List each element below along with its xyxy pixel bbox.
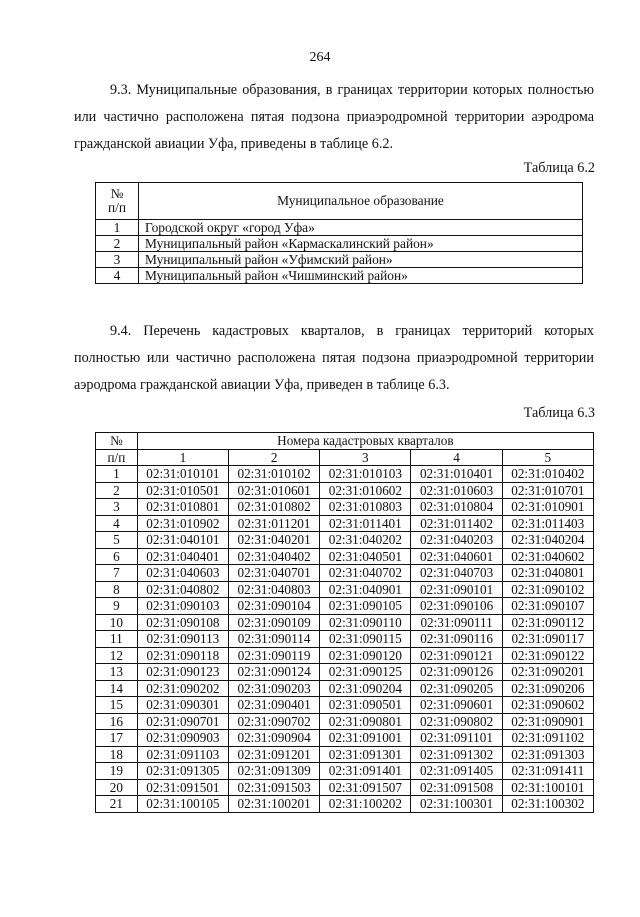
cadastral-code: 02:31:090119 <box>229 647 320 664</box>
cadastral-code: 02:31:090111 <box>411 614 502 631</box>
cadastral-code: 02:31:090501 <box>320 697 411 714</box>
table-row <box>96 664 594 681</box>
municipality-name: Городской округ «город Уфа» <box>139 220 583 236</box>
row-number: 20 <box>96 779 138 796</box>
table-header-row <box>96 183 583 220</box>
cadastral-code: 02:31:090206 <box>502 680 593 697</box>
cadastral-code: 02:31:090904 <box>229 730 320 747</box>
cadastral-code: 02:31:040601 <box>411 548 502 565</box>
paragraph-line: 9.3. Муниципальные образования, в границах территории которых полностью <box>110 82 594 98</box>
header-num: № <box>96 433 138 450</box>
cadastral-code: 02:31:090202 <box>137 680 228 697</box>
column-number: 1 <box>137 449 228 466</box>
cadastral-code: 02:31:091301 <box>320 746 411 763</box>
table-row <box>96 779 594 796</box>
cadastral-code: 02:31:090103 <box>137 598 228 615</box>
cadastral-code: 02:31:040501 <box>320 548 411 565</box>
cadastral-code: 02:31:090104 <box>229 598 320 615</box>
table-row <box>96 796 594 813</box>
table-6-2-caption: Таблица 6.2 <box>523 160 595 176</box>
cadastral-code: 02:31:090102 <box>502 581 593 598</box>
cadastral-code: 02:31:091503 <box>229 779 320 796</box>
cadastral-code: 02:31:091001 <box>320 730 411 747</box>
column-number: 2 <box>229 449 320 466</box>
row-number: 5 <box>96 532 138 549</box>
cadastral-code: 02:31:100101 <box>502 779 593 796</box>
cadastral-code: 02:31:011401 <box>320 515 411 532</box>
cadastral-code: 02:31:100202 <box>320 796 411 813</box>
cadastral-code: 02:31:040101 <box>137 532 228 549</box>
table-row <box>96 236 583 252</box>
paragraph-line: полностью или частично расположена пятая подзона приаэродромной территории <box>74 350 594 366</box>
cadastral-code: 02:31:040603 <box>137 565 228 582</box>
table-row <box>96 482 594 499</box>
cadastral-code: 02:31:090113 <box>137 631 228 648</box>
cadastral-code: 02:31:090105 <box>320 598 411 615</box>
paragraph-line: аэродрома гражданской авиации Уфа, приведен в таблице 6.3. <box>74 377 450 393</box>
cadastral-code: 02:31:040901 <box>320 581 411 598</box>
cadastral-code: 02:31:010602 <box>320 482 411 499</box>
table-row <box>96 268 583 284</box>
page-number: 264 <box>309 50 331 65</box>
cadastral-code: 02:31:010901 <box>502 499 593 516</box>
cadastral-code: 02:31:090901 <box>502 713 593 730</box>
row-number: 12 <box>96 647 138 664</box>
cadastral-code: 02:31:091305 <box>137 763 228 780</box>
cadastral-code: 02:31:011201 <box>229 515 320 532</box>
row-number: 2 <box>96 236 139 252</box>
table-row <box>96 532 594 549</box>
table-row <box>96 499 594 516</box>
row-number: 1 <box>96 220 139 236</box>
cadastral-code: 02:31:100105 <box>137 796 228 813</box>
cadastral-code: 02:31:090802 <box>411 713 502 730</box>
cadastral-code: 02:31:090120 <box>320 647 411 664</box>
table-row <box>96 598 594 615</box>
row-number: 14 <box>96 680 138 697</box>
cadastral-code: 02:31:040803 <box>229 581 320 598</box>
cadastral-code: 02:31:040402 <box>229 548 320 565</box>
cadastral-code: 02:31:040702 <box>320 565 411 582</box>
cadastral-code: 02:31:040203 <box>411 532 502 549</box>
row-number: 1 <box>96 466 138 483</box>
row-number: 7 <box>96 565 138 582</box>
cadastral-code: 02:31:090702 <box>229 713 320 730</box>
cadastral-code: 02:31:040701 <box>229 565 320 582</box>
table-row <box>96 746 594 763</box>
row-number: 3 <box>96 252 139 268</box>
cadastral-code: 02:31:090801 <box>320 713 411 730</box>
paragraph-line: гражданской авиации Уфа, приведены в таблице 6.2. <box>74 136 394 152</box>
cadastral-code: 02:31:090903 <box>137 730 228 747</box>
cadastral-code: 02:31:040801 <box>502 565 593 582</box>
cadastral-code: 02:31:091201 <box>229 746 320 763</box>
cadastral-code: 02:31:010401 <box>411 466 502 483</box>
cadastral-code: 02:31:040204 <box>502 532 593 549</box>
table-header-row <box>96 433 594 450</box>
table-row <box>96 763 594 780</box>
cadastral-code: 02:31:091302 <box>411 746 502 763</box>
cadastral-code: 02:31:090117 <box>502 631 593 648</box>
table-row <box>96 680 594 697</box>
row-number: 8 <box>96 581 138 598</box>
cadastral-code: 02:31:090121 <box>411 647 502 664</box>
header-num-abbrev: п/п <box>96 449 138 466</box>
cadastral-code: 02:31:090123 <box>137 664 228 681</box>
header-municipality: Муниципальное образование <box>139 183 583 220</box>
table-6-2 <box>95 182 583 284</box>
table-row <box>96 581 594 598</box>
table-6-3-caption: Таблица 6.3 <box>523 405 595 421</box>
cadastral-code: 02:31:040703 <box>411 565 502 582</box>
cadastral-code: 02:31:010801 <box>137 499 228 516</box>
cadastral-code: 02:31:011402 <box>411 515 502 532</box>
cadastral-code: 02:31:010601 <box>229 482 320 499</box>
cadastral-code: 02:31:010102 <box>229 466 320 483</box>
row-number: 21 <box>96 796 138 813</box>
cadastral-code: 02:31:091101 <box>411 730 502 747</box>
cadastral-code: 02:31:010803 <box>320 499 411 516</box>
table-row <box>96 614 594 631</box>
cadastral-code: 02:31:091501 <box>137 779 228 796</box>
cadastral-code: 02:31:090203 <box>229 680 320 697</box>
row-number: 3 <box>96 499 138 516</box>
row-number: 13 <box>96 664 138 681</box>
cadastral-code: 02:31:091411 <box>502 763 593 780</box>
cadastral-code: 02:31:091401 <box>320 763 411 780</box>
cadastral-code: 02:31:090601 <box>411 697 502 714</box>
table-row <box>96 713 594 730</box>
row-number: 10 <box>96 614 138 631</box>
cadastral-code: 02:31:010701 <box>502 482 593 499</box>
cadastral-code: 02:31:011403 <box>502 515 593 532</box>
cadastral-code: 02:31:010804 <box>411 499 502 516</box>
cadastral-code: 02:31:091507 <box>320 779 411 796</box>
row-number: 19 <box>96 763 138 780</box>
cadastral-code: 02:31:040201 <box>229 532 320 549</box>
row-number: 2 <box>96 482 138 499</box>
cadastral-code: 02:31:090115 <box>320 631 411 648</box>
cadastral-code: 02:31:090110 <box>320 614 411 631</box>
row-number: 17 <box>96 730 138 747</box>
column-number: 3 <box>320 449 411 466</box>
row-number: 6 <box>96 548 138 565</box>
table-row <box>96 220 583 236</box>
header-cadastral-numbers: Номера кадастровых кварталов <box>137 433 593 450</box>
cadastral-code: 02:31:091309 <box>229 763 320 780</box>
cadastral-code: 02:31:090109 <box>229 614 320 631</box>
cadastral-code: 02:31:090118 <box>137 647 228 664</box>
cadastral-code: 02:31:091405 <box>411 763 502 780</box>
cadastral-code: 02:31:090204 <box>320 680 411 697</box>
cadastral-code: 02:31:010402 <box>502 466 593 483</box>
header-num-abbrev: п/п <box>107 200 127 215</box>
table-header-row <box>96 449 594 466</box>
table-row <box>96 647 594 664</box>
table-row <box>96 515 594 532</box>
cadastral-code: 02:31:090122 <box>502 647 593 664</box>
paragraph-9-3 <box>74 77 594 158</box>
cadastral-code: 02:31:040802 <box>137 581 228 598</box>
cadastral-code: 02:31:090116 <box>411 631 502 648</box>
cadastral-code: 02:31:010501 <box>137 482 228 499</box>
cadastral-code: 02:31:090124 <box>229 664 320 681</box>
header-num-symbol: № <box>110 186 124 201</box>
column-number: 5 <box>502 449 593 466</box>
cadastral-code: 02:31:100201 <box>229 796 320 813</box>
cadastral-code: 02:31:100301 <box>411 796 502 813</box>
cadastral-code: 02:31:090101 <box>411 581 502 598</box>
cadastral-code: 02:31:090126 <box>411 664 502 681</box>
paragraph-line: 9.4. Перечень кадастровых кварталов, в границах территорий которых <box>110 323 594 339</box>
cadastral-code: 02:31:010101 <box>137 466 228 483</box>
cadastral-code: 02:31:090112 <box>502 614 593 631</box>
cadastral-code: 02:31:090602 <box>502 697 593 714</box>
table-row <box>96 631 594 648</box>
municipality-name: Муниципальный район «Уфимский район» <box>139 252 583 268</box>
table-row <box>96 565 594 582</box>
cadastral-code: 02:31:010103 <box>320 466 411 483</box>
cadastral-code: 02:31:010603 <box>411 482 502 499</box>
cadastral-code: 02:31:040401 <box>137 548 228 565</box>
table-row <box>96 548 594 565</box>
cadastral-code: 02:31:090107 <box>502 598 593 615</box>
table-row <box>96 697 594 714</box>
table-row <box>96 466 594 483</box>
row-number: 15 <box>96 697 138 714</box>
row-number: 18 <box>96 746 138 763</box>
cadastral-code: 02:31:090106 <box>411 598 502 615</box>
paragraph-9-4 <box>74 318 594 399</box>
cadastral-code: 02:31:090201 <box>502 664 593 681</box>
row-number: 16 <box>96 713 138 730</box>
cadastral-code: 02:31:010902 <box>137 515 228 532</box>
row-number: 9 <box>96 598 138 615</box>
row-number: 11 <box>96 631 138 648</box>
column-number: 4 <box>411 449 502 466</box>
table-row <box>96 252 583 268</box>
cadastral-code: 02:31:040602 <box>502 548 593 565</box>
row-number: 4 <box>96 268 139 284</box>
cadastral-code: 02:31:090301 <box>137 697 228 714</box>
cadastral-code: 02:31:090125 <box>320 664 411 681</box>
cadastral-code: 02:31:091102 <box>502 730 593 747</box>
cadastral-code: 02:31:090114 <box>229 631 320 648</box>
row-number: 4 <box>96 515 138 532</box>
table-6-3 <box>95 432 594 813</box>
cadastral-code: 02:31:090701 <box>137 713 228 730</box>
cadastral-code: 02:31:090401 <box>229 697 320 714</box>
municipality-name: Муниципальный район «Чишминский район» <box>139 268 583 284</box>
cadastral-code: 02:31:010802 <box>229 499 320 516</box>
cadastral-code: 02:31:100302 <box>502 796 593 813</box>
paragraph-line: или частично расположена пятая подзона приаэродромной территории аэродрома <box>74 109 594 125</box>
cadastral-code: 02:31:091103 <box>137 746 228 763</box>
cadastral-code: 02:31:090108 <box>137 614 228 631</box>
header-num <box>96 183 139 220</box>
cadastral-code: 02:31:091303 <box>502 746 593 763</box>
cadastral-code: 02:31:040202 <box>320 532 411 549</box>
cadastral-code: 02:31:091508 <box>411 779 502 796</box>
cadastral-code: 02:31:090205 <box>411 680 502 697</box>
municipality-name: Муниципальный район «Кармаскалинский район» <box>139 236 583 252</box>
table-row <box>96 730 594 747</box>
